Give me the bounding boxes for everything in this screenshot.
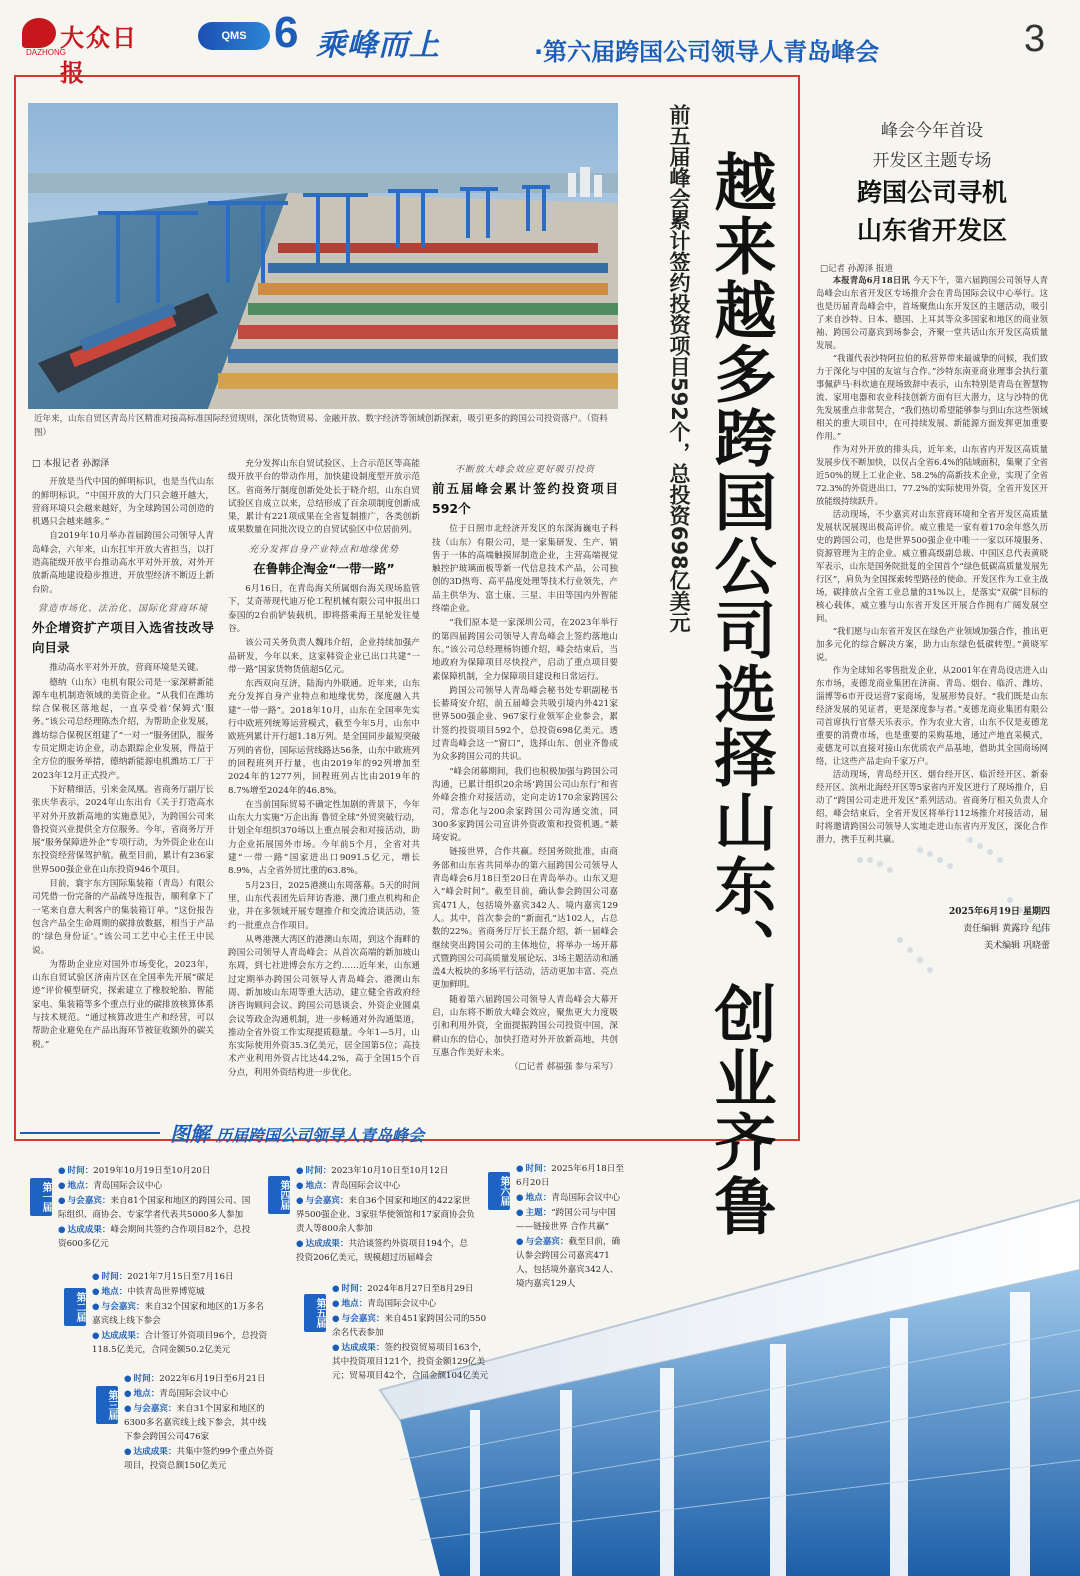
article-byline: □ 本报记者 孙源泽	[32, 459, 110, 469]
logo-text: 大众日报	[60, 23, 138, 87]
paragraph: 在当前国际贸易不确定性加剧的背景下，今年山东大力实施“万企出海 鲁贸全球”外贸突破行动，计划全年组织370场以上重点展会和对接活动，助力企业拓展国外市场。今年前5个月，全省对共建“一带一路”国家进出口9091.5亿元，增长8.9%，占全省外贸比重的63.8%。	[228, 799, 420, 877]
edition-guests: 来自36个国家和地区的422家世界500强企业、3家驻华使领馆和17家商协会负责人等800余人参加	[296, 1196, 475, 1234]
qms-emblem-icon: QMS	[198, 22, 270, 50]
edition-theme: “跨国公司与中国——链接世界 合作共赢”	[516, 1208, 616, 1232]
edition-time: 2021年7月15日至7月16日	[127, 1272, 234, 1282]
responsible-editor: 责任编辑 黄露玲 纪伟	[963, 924, 1050, 934]
bullet-icon: ●	[124, 1447, 132, 1457]
bullet-icon: ●	[332, 1314, 340, 1324]
bullet-icon: ●	[92, 1302, 100, 1312]
issue-date: 2025年6月19日 星期四	[949, 907, 1050, 917]
paragraph: “我们愿与山东省开发区在绿色产业领域加强合作，推出更加多元化的综合解决方案，助力山东绿色低碳转型。”黄晓军说。	[816, 626, 1048, 662]
paragraph: 充分发挥山东自贸试验区、上合示范区等高能级开放平台的带动作用，加快建设制度型开放示范区。省商务厅制度创新处处长于晓介绍，山东自贸试验区自成立以来，总结形成了百余项制度创新成果，累计有221项成果在全省复制推广，各类创新成果数量在同批次设立的自贸试验区中位居前列。	[228, 459, 420, 536]
edition-place: 中铁青岛世界博览城	[127, 1287, 205, 1297]
paragraph: 为帮助企业应对国外市场变化，2023年，山东自贸试验区济南片区在全国率先开展“碳足迹”评价模型研究，探索建立了橡胶轮胎、智能家电、集装箱等多个重点行业的碳排放核算体系与技术规范。“通过核算改进生产和经营，可以帮助企业避免在产品出海环节被征收额外的碳关税。”	[32, 959, 214, 1050]
paragraph: 今天下午，第六届跨国公司领导人青岛峰会山东省开发区专场推介会在青岛国际会议中心举行。这也是历届青岛峰会中，首场聚焦山东开发区的主题活动，吸引了来自沙特、日本、德国、上耳其等众多国家和地区的商业领袖、跨国公司嘉宾到场参会，齐聚一堂共话山东开发区高质量发展。	[816, 275, 1048, 350]
field-label: 时间：	[341, 1284, 368, 1294]
edition-place: 青岛国际会议中心	[159, 1389, 229, 1399]
sidebar-kicker	[842, 116, 1022, 176]
edition-tag: 第五届	[304, 1294, 326, 1332]
article-credit: （□记者 郝福强 参与采写）	[509, 1062, 618, 1073]
summit-slogan: 乘峰而上	[316, 28, 440, 63]
section-title: 前五届峰会累计签约投资项目592个	[432, 481, 618, 517]
field-label: 达成成果：	[67, 1225, 111, 1235]
field-label: 地点：	[305, 1181, 332, 1191]
edition-tag: 第一届	[30, 1178, 52, 1216]
edition-number: 6	[274, 8, 299, 57]
port-photo-icon	[28, 103, 618, 409]
edition-place: 青岛国际会议中心	[331, 1181, 401, 1191]
paragraph: 作为对外开放的排头兵，近年来，山东省内开发区高质量发展步伐不断加快，以仅占全省6.4%的陆域面积，集聚了全省近50%的规上工业企业、58.2%的高新技术企业，实现了全省72.3%的外资进出口、77.2%的实际使用外资，全省开发区开放能级持续跃升。	[816, 444, 1048, 506]
paragraph: 下好精细活，引来金凤凰。省商务厅副厅长张庆华表示，2024年山东出台《关于打造高水平对外开放新高地的实施意见》，为跨国公司来鲁投资兴业提供全方位服务。今年，省商务厅开展“服务保障进外企”专项行动，为外资企业在山东投资经营保驾护航。截至目前，累计有236家世界500强企业在山东投资946个项目。	[32, 784, 214, 875]
edition-guests: 来自31个国家和地区的6300多名嘉宾线上线下参会，其中线下参会跨国公司476家	[124, 1404, 267, 1442]
infographic-banner	[170, 1118, 424, 1147]
paragraph: 链接世界，合作共赢。经国务院批准，由商务部和山东省共同举办的第六届跨国公司领导人青岛峰会6月18日至20日在青岛举办。山东又迎入“峰会时间”。截至目前，确认参会跨国公司嘉宾471人，包括境外嘉宾342人、境内嘉宾129人。其中，首次参会的“新面孔”达102人，占总数的22%。省商务厅厅长王磊介绍，新一届峰会继续突出跨国公司的主体地位，将举办一场开幕式暨跨国公司高质量发展论坛、3场主题活动和涵盖4大板块的多场平行活动，活动更加丰富、亮点更加鲜明。	[432, 847, 618, 991]
paragraph: “峰会闭幕期间，我们也积极加强与跨国公司沟通，已累计组织20余场‘跨国公司山东行’和省外峰会推介对接活动，定向走访170余家跨国公司，常态化与200余家跨国公司沟通交流，同300多家跨国公司宣讲外资政策和投资机遇。”綦琦安说。	[432, 766, 618, 844]
edition-tag: 第二届	[64, 1288, 86, 1326]
edition-card	[296, 1164, 476, 1266]
section-title: 外企增资扩产项目入选省技改导向目录	[32, 620, 214, 656]
field-label: 时间：	[101, 1272, 128, 1282]
field-label: 地点：	[133, 1389, 160, 1399]
bullet-icon: ●	[516, 1193, 524, 1203]
section-kicker: 营造市场化、法治化、国际化营商环境	[37, 603, 208, 614]
paragraph: 目前，寰宇东方国际集装箱（青岛）有限公司凭借一份完备的产品疏导连报告，顺利拿下了一笔来自意大利客户的集装箱订单。“这份报告包含产品全生命周期的碳排放数据，相当于产品的‘绿色身份证’。”该公司工艺中心主任王中民说。	[32, 879, 214, 956]
newspaper-logo[interactable]	[22, 14, 152, 87]
paragraph: 随着第六届跨国公司领导人青岛峰会大幕开启，山东将不断放大峰会效应，聚焦更大力度吸引和利用外资，全面提振跨国公司投资中国，深耕山东的信心，加快打造对外开放新高地，共创互惠合作美好未来。	[432, 994, 618, 1058]
infographic-rule	[20, 1132, 160, 1134]
field-label: 时间：	[133, 1374, 160, 1384]
infographic-title: 历届跨国公司领导人青岛峰会	[216, 1126, 425, 1145]
field-label: 达成成果：	[133, 1447, 177, 1457]
bullet-icon: ●	[124, 1389, 132, 1399]
edition-time: 2019年10月19日至10月20日	[93, 1166, 211, 1176]
sidebar-kicker-line: 峰会今年首设	[881, 121, 983, 141]
logo-emblem-icon	[22, 18, 56, 48]
section-title: 在鲁韩企淘金“一带一路”	[253, 561, 395, 577]
bullet-icon: ●	[124, 1374, 132, 1384]
field-label: 时间：	[305, 1166, 332, 1176]
edition-place: 青岛国际会议中心	[551, 1193, 621, 1203]
bullet-icon: ●	[332, 1284, 340, 1294]
paragraph: 活动现场，青岛经开区、烟台经开区、临沂经开区、新泰经开区、滨州北海经开区等5家省内开发区进行了现场推介，启动了“跨国公司走进开发区”系列活动。省商务厅相关负责人介绍，峰会结束后，全省开发区将举行112场推介对接活动，届时将邀请跨国公司领导人实地走进山东省内开发区，深化合作潜力，携手互利共赢。	[816, 769, 1048, 844]
tujie-label: 图解	[170, 1122, 210, 1146]
bullet-icon: ●	[516, 1164, 524, 1174]
edition-results: 签约投资贸易项目163个，其中投资项目121个，投资金额129亿美元；贸易项目42个，合同金额104亿美元	[332, 1343, 489, 1381]
paragraph: “我们原本是一家深圳公司，在2023年举行的第四届跨国公司领导人青岛峰会上签约落地山东。”该公司总经理杨钧德介绍，峰会结束后，当地政府为保障项目尽快投产，启动了重点项目要素保障机制，全力保障项目建设和日常运行。	[432, 618, 618, 682]
bullet-icon: ●	[92, 1331, 100, 1341]
logo-sub: DAZHONG	[26, 48, 66, 57]
edition-card	[92, 1270, 272, 1358]
field-label: 与会嘉宾：	[67, 1196, 111, 1206]
paragraph: 开放是当代中国的鲜明标识，也是当代山东的鲜明标识。“中国开放的大门只会越开越大，营商环境只会越来越好，为全球跨国公司创造的机遇只会越来越多。”	[32, 477, 214, 528]
field-label: 地点：	[341, 1299, 368, 1309]
editor-box	[900, 904, 1050, 955]
edition-tag: 第六届	[488, 1172, 510, 1210]
main-headline: 越来越多跨国公司选择山东、创业齐鲁	[704, 150, 777, 1238]
paragraph: 从粤港澳大湾区的港澳山东周，到这个海畔的跨国公司领导人青岛峰会；从首次高端的新加坡山东周，到七社进博会东方之约……近年来，山东通过定期举办跨国公司领导人青岛峰会、港澳山东周、新加坡山东周等重大活动，建立健全省政府经济咨询顾问会议、跨国公司恳谈会、外资企业圆桌会议等政企沟通机制，进一步畅通对外沟通渠道，推动全省外资工作实现提质稳量。今年1—5月，山东实际使用外资35.3亿美元，居全国第5位；高技术产业利用外资占比达44.2%，高于全国15个百分点，利用外资结构进一步优化。	[228, 934, 420, 1078]
field-label: 达成成果：	[101, 1331, 145, 1341]
paragraph: 6月16日，在青岛海关所属烟台海关现场监管下，艾奇蒂现代迪万伦工程机械有限公司申报出口泰国的2台前铲装载机，即将搭乘海王星轮发往曼谷。	[228, 584, 420, 634]
field-label: 与会嘉宾：	[133, 1404, 177, 1414]
field-label: 与会嘉宾：	[101, 1302, 145, 1312]
sidebar-title-line: 跨国公司寻机	[856, 178, 1007, 207]
field-label: 地点：	[67, 1181, 94, 1191]
article-column-1	[32, 458, 214, 1053]
bullet-icon: ●	[58, 1166, 66, 1176]
bullet-icon: ●	[332, 1343, 340, 1353]
bullet-icon: ●	[516, 1208, 524, 1218]
article-column-2	[228, 458, 420, 1081]
edition-guests: 来自32个国家和地区的1万多名嘉宾线上线下参会	[92, 1302, 265, 1326]
section-kicker: 充分发挥自身产业特点和地缘优势	[248, 544, 399, 555]
bullet-icon: ●	[124, 1404, 132, 1414]
edition-guests: 来自81个国家和地区的跨国公司、国际组织、商协会、专家学者代表共5000多人参加	[58, 1196, 251, 1220]
bullet-icon: ●	[58, 1196, 66, 1206]
sidebar-kicker-line: 开发区主题专场	[872, 151, 992, 171]
sidebar-title	[832, 174, 1032, 250]
paragraph: 作为全球知名零售批发企业，从2001年在青岛设店进入山东市场，麦德龙商业集团在济南、青岛、烟台、临沂、潍坊、淄博等6市开设运营7家商场，发展形势良好。“我们既是山东经济发展的见证者，更是深度参与者。”麦德龙商业集团有限公司首席执行官蔡天乐表示，作为农业大省，山东不仅是麦德龙重要的消费市场，也是重要的采购基地，通过产地直采模式，麦德龙可以直接对接山东优质农产品基地，借助其全国商场网络，让这些产品走向千家万户。	[816, 665, 1048, 766]
edition-card	[332, 1282, 490, 1384]
photo-caption: 近年来，山东自贸区青岛片区精准对接高标准国际经贸规则，深化货物贸易、金融开放、数字经济等领域创新探索，吸引更多的跨国公司投资落户。（资料图）	[34, 414, 608, 438]
bullet-icon: ●	[516, 1237, 524, 1247]
sidebar-title-line: 山东省开发区	[856, 216, 1007, 245]
paragraph: 活动现场，不少嘉宾对山东营商环境和全省开发区高质量发展状况展现出极高评价。威立雅是一家有着170余年悠久历史的跨国公司，也是世界500强企业中唯一一家以环境服务、资源管理为主的企业。威立雅高级副总裁、中国区总代表黄晓军表示，山东是国务院批复的全国首个“绿色低碳高质量发展先行区”，肩负为全国探索转型路径的使命。开发区作为工业主战场，碳排放占全省工业总量的31%以上，是落实“双碳”目标的核心载体，威立雅与山东省开发区开展合作拥有广阔发展空间。	[816, 509, 1048, 623]
edition-time: 2022年6月19日至6月21日	[159, 1374, 266, 1384]
masthead	[0, 0, 1080, 87]
paragraph: 东西双向互济，陆海内外联通。近年来，山东充分发挥自身产业特点和地缘优势，深度融入共建“一带一路”。2018年10月，山东在全国率先实行中欧班列统筹运营模式，截至今年5月，山东中欧班列累计开行超1.18万列。是全国同步最短突破万列的省份，国际运营线路达56条，山东中欧班列的回程班列开行量，也由2019年的92列增加至2024年的1277列，回程班列占比由2019年的8.7%增至2024年的46.8%。	[228, 679, 420, 796]
page-number: 3	[1024, 18, 1046, 60]
bullet-icon: ●	[296, 1181, 304, 1191]
sidebar-byline: □记者 孙源泽 报道	[820, 264, 893, 274]
edition-tag: 第三届	[96, 1386, 118, 1424]
edition-results: 合计签订外资项目96个，总投资118.5亿美元，合同金额50.2亿美元	[92, 1331, 268, 1355]
field-label: 主题：	[525, 1208, 552, 1218]
port-photo[interactable]	[28, 103, 618, 409]
edition-guests: 截至目前，确认参会跨国公司嘉宾471人，包括境外嘉宾342人、境内嘉宾129人	[516, 1237, 621, 1289]
paragraph: 推动高水平对外开放，营商环境是关键。	[49, 663, 204, 674]
field-label: 与会嘉宾：	[525, 1237, 569, 1247]
edition-guests: 来自451家跨国公司的550余名代表参加	[332, 1314, 487, 1338]
paragraph: 德纳（山东）电机有限公司是一家深耕新能源车电机制造领域的美资企业。“从我们在潍坊综合保税区落地起，一直享受着‘保姆式’服务。”该公司总经理陈杰介绍，为帮助企业发展，潍坊综合保税区组建了“一对一”服务团队，服务专员定期走访企业，动态跟踪企业发展，得益于全方位的服务举措，德纳新能源电机潍坊工厂于2023年12月正式投产。	[32, 677, 214, 781]
edition-place: 青岛国际会议中心	[93, 1181, 163, 1191]
sidebar-lead: 本报青岛6月18日讯	[832, 275, 910, 285]
sidebar-article	[816, 274, 1048, 846]
field-label: 达成成果：	[305, 1239, 349, 1249]
bullet-icon: ●	[332, 1299, 340, 1309]
field-label: 时间：	[67, 1166, 94, 1176]
edition-card	[516, 1162, 626, 1292]
bullet-icon: ●	[296, 1196, 304, 1206]
edition-time: 2024年8月27日至8月29日	[367, 1284, 474, 1294]
summit-title: ·第六届跨国公司领导人青岛峰会	[534, 38, 880, 66]
art-editor: 美术编辑 巩晓蕾	[984, 941, 1050, 951]
field-label: 与会嘉宾：	[305, 1196, 349, 1206]
field-label: 时间：	[525, 1164, 552, 1174]
main-subheadline: 前五届峰会累计签约投资项目592个，总投资698亿美元	[667, 104, 691, 633]
edition-tag: 第四届	[268, 1176, 290, 1214]
field-label: 地点：	[101, 1287, 128, 1297]
bullet-icon: ●	[58, 1181, 66, 1191]
paragraph: “我谨代表沙特阿拉伯的私营界带来最诚挚的问候，我们致力于深化与中国的友谊与合作。”沙特东南亚商业理事会执行董事佩萨马·科坎迪在现场致辞中表示，山东特别是青岛在智慧物流、家用电器和农业科技创新方面有巨大潜力，这与沙特的优先发展重点非常契合，“我们热切希望能够参与到山东这些领域相关的重大项目中，在可持续发展、新能源方面发挥更加重要作用。”	[816, 353, 1048, 441]
field-label: 达成成果：	[341, 1343, 385, 1353]
edition-place: 青岛国际会议中心	[367, 1299, 437, 1309]
bullet-icon: ●	[58, 1225, 66, 1235]
edition-card	[58, 1164, 258, 1252]
field-label: 地点：	[525, 1193, 552, 1203]
paragraph: 位于日照市北经济开发区的东深海巍电子科技（山东）有限公司，是一家集研发、生产、销售于一体的高端触摸屏制造企业，主营高端视觉触控护玻璃面板等新一代信息技术产品，公司独创的3D热弯、高平晶度处理等技术行业领先，产品主供华为、富士康、三星、丰田等国内外智能终端企业。	[432, 524, 618, 615]
paragraph: 自2019年10月举办首届跨国公司领导人青岛峰会，六年来，山东扛牢开放大省担当，以打造高能级开放平台推动高水平对外开放，对外开放新高地建设稳步推进，开放型经济不断迈上新台阶。	[32, 531, 214, 595]
field-label: 与会嘉宾：	[341, 1314, 385, 1324]
section-kicker: 不断放大峰会效应更好吸引投资	[454, 465, 595, 475]
edition-card	[124, 1372, 274, 1474]
bullet-icon: ●	[92, 1287, 100, 1297]
edition-results: 共洽谈签约外资项目194个，总投资206亿美元，规模超过历届峰会	[296, 1239, 469, 1263]
bullet-icon: ●	[296, 1166, 304, 1176]
edition-time: 2025年6月18日至6月20日	[516, 1164, 624, 1188]
edition-results: 峰会期间共签约合作项目82个，总投资600多亿元	[58, 1225, 251, 1249]
paragraph: 该公司关务负责人魏玮介绍，企业持续加强产品研发，今年以来，这家韩资企业已出口共建“一带一路”国家货物货值超5亿元。	[228, 638, 420, 675]
edition-time: 2023年10月10日至10月12日	[331, 1166, 449, 1176]
paragraph: 跨国公司领导人青岛峰会秘书处专职副秘书长綦琦安介绍，前五届峰会共吸引境内外421家世界500强企业、967家行业领军企业参会，累计签约投资项目592个，总投资698亿美元。透过青岛峰会这一“窗口”，选择山东、创业齐鲁成为众多跨国公司的共识。	[432, 685, 618, 763]
article-column-3	[432, 458, 618, 1074]
edition-results: 共集中签约99个重点外资项目，投资总额150亿美元	[124, 1447, 274, 1471]
paragraph: 5月23日，2025港澳山东周落幕。5天的时间里，山东代表团先后拜访香港、澳门重点机构和企业，并在多领域开展专题推介和交流洽谈活动，签约一批重点合作项目。	[228, 880, 420, 931]
bullet-icon: ●	[296, 1239, 304, 1249]
bullet-icon: ●	[92, 1272, 100, 1282]
